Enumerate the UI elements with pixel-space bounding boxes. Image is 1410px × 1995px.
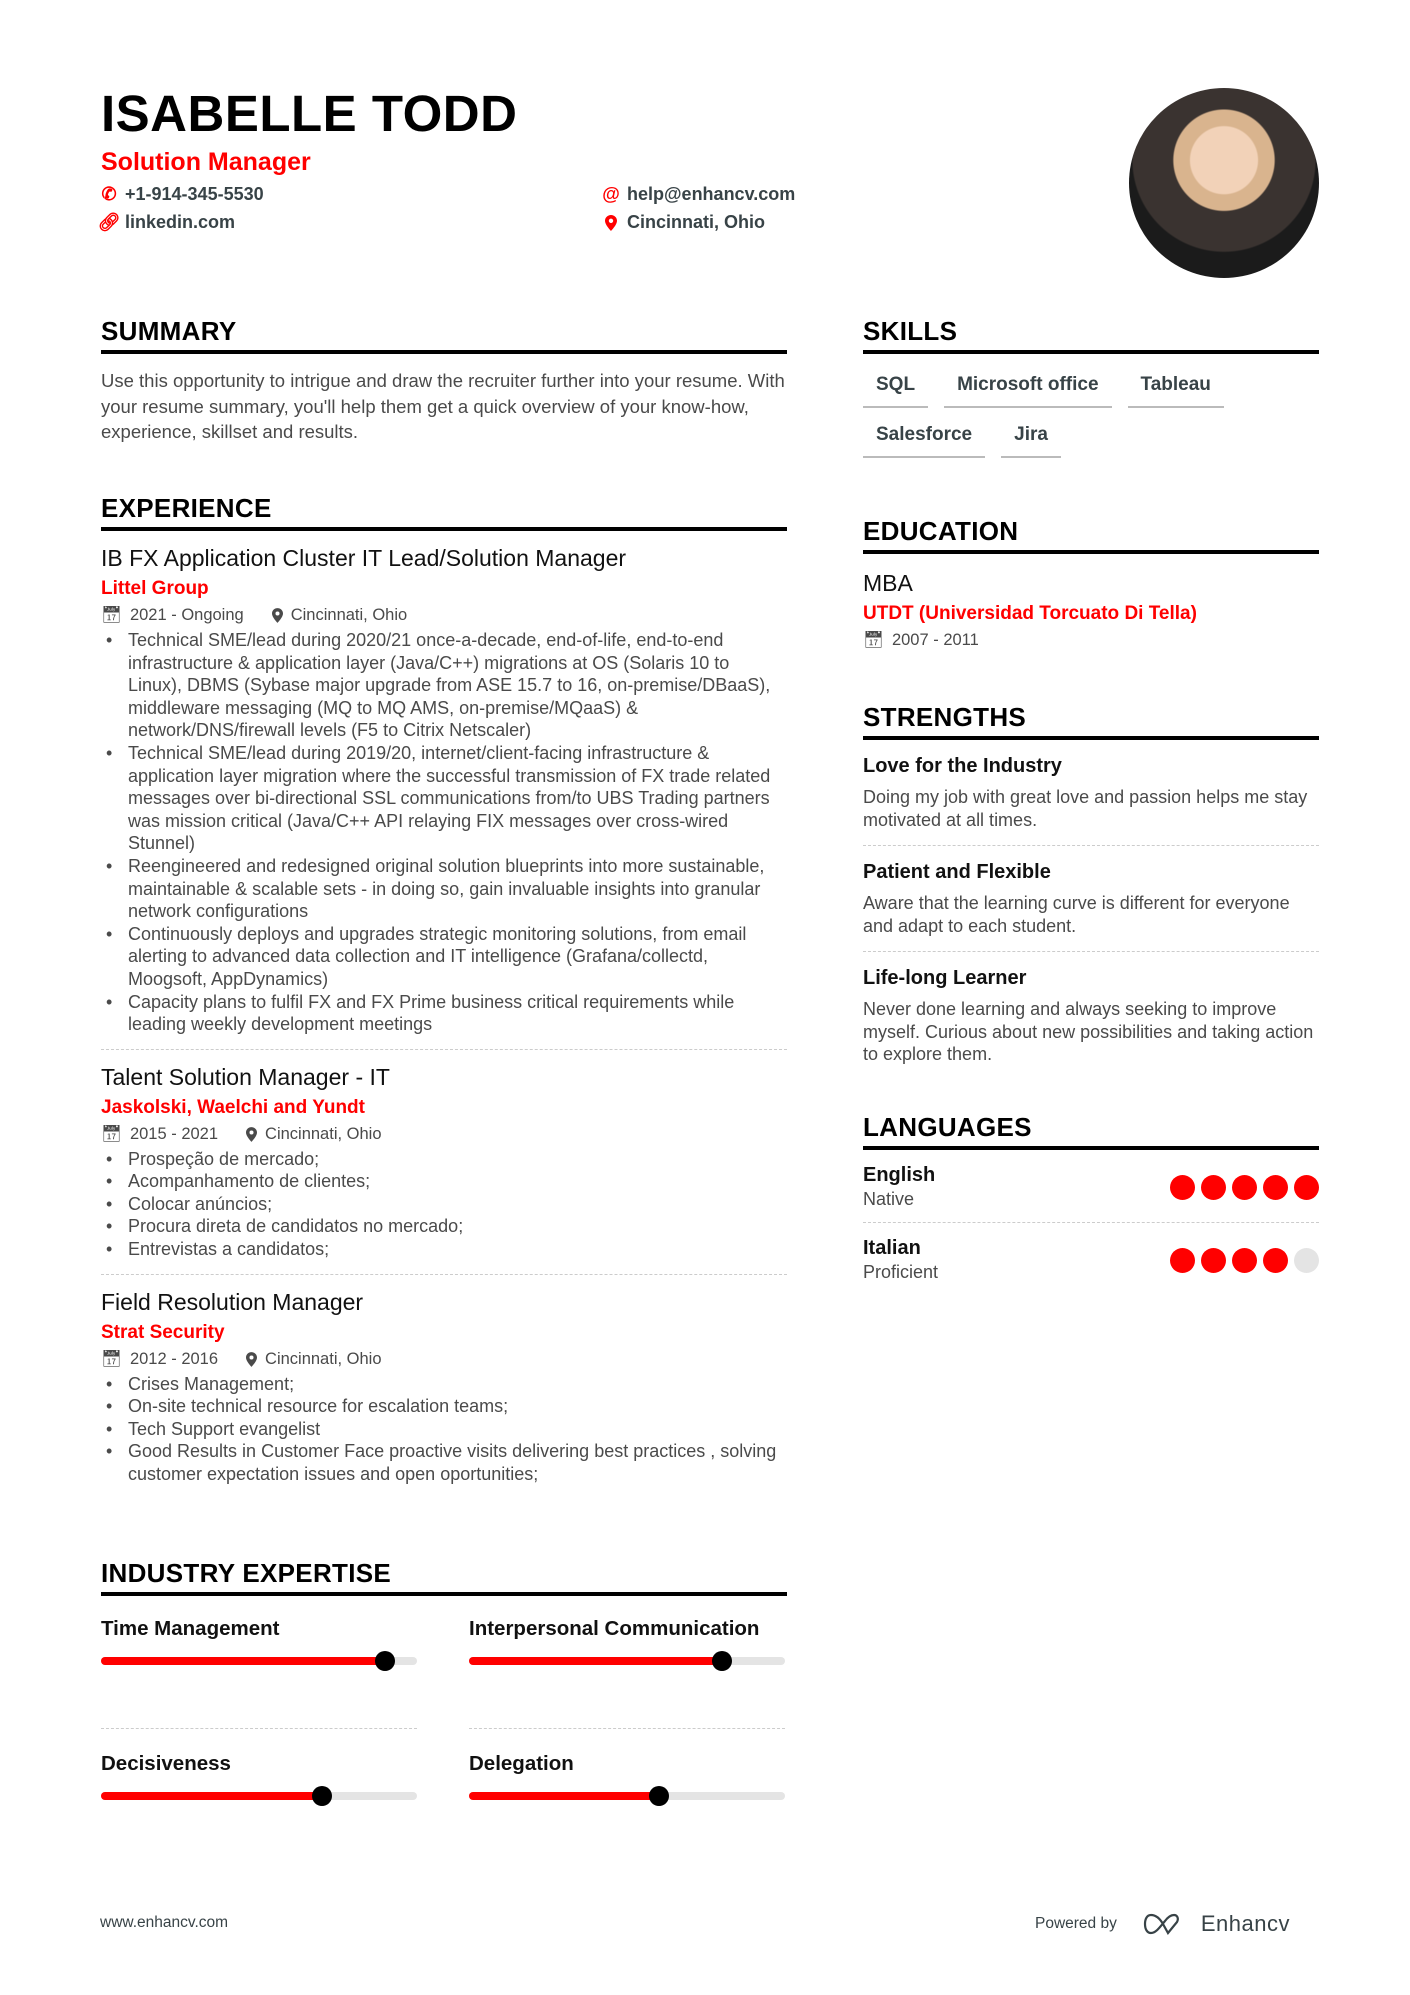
job-entry <box>101 1289 787 1486</box>
rating-dot <box>1294 1248 1319 1273</box>
rating-dot <box>1170 1175 1195 1200</box>
skill-tag: SQL <box>863 374 928 408</box>
calendar-icon: 📅︎ <box>101 1349 122 1368</box>
divider <box>101 1274 787 1275</box>
rating-dot <box>1232 1248 1257 1273</box>
expertise-level-bar <box>101 1657 417 1665</box>
skill-tag: Salesforce <box>863 424 985 458</box>
expertise-name: Delegation <box>469 1752 574 1775</box>
bullet-item: • Crises Management; <box>101 1373 787 1396</box>
location-pin-icon <box>272 608 283 623</box>
location-pin-icon <box>603 215 619 231</box>
expertise-item <box>469 1728 785 1846</box>
location-pin-icon <box>246 1127 257 1142</box>
bullet-item: • Acompanhamento de clientes; <box>101 1170 787 1193</box>
bullet-item: • Good Results in Customer Face proactive visits delivering best practices , solving customer expectation issues and open oportunities; <box>101 1440 787 1485</box>
skills-section <box>863 316 1319 458</box>
section-heading: SKILLS <box>863 316 1319 354</box>
rating-dot <box>1170 1248 1195 1273</box>
dates-text: 2021 - Ongoing <box>129 606 244 624</box>
calendar-icon: 📅︎ <box>863 631 884 649</box>
job-dates <box>101 1125 218 1144</box>
website[interactable] <box>97 212 236 233</box>
bullet-item: • Tech Support evangelist <box>101 1418 787 1441</box>
bullet-item: • Colocar anúncios; <box>101 1193 787 1216</box>
rating-dot <box>1294 1175 1319 1200</box>
dates-text: 2007 - 2011 <box>891 631 979 649</box>
job-bullets <box>101 629 787 1036</box>
strength-title: Love for the Industry <box>863 755 1062 777</box>
job-dates <box>101 1350 218 1369</box>
phone-icon: ✆ <box>101 184 117 204</box>
strength-text: Doing my job with great love and passion helps me stay motivated at all times. <box>863 787 1308 830</box>
enhancv-logo-icon <box>1143 1912 1189 1936</box>
expertise-item <box>101 1728 417 1846</box>
language-item <box>863 1150 1319 1223</box>
level-knob <box>312 1786 332 1806</box>
rating-dot <box>1201 1248 1226 1273</box>
location-text: Cincinnati, Ohio <box>265 1124 382 1143</box>
expertise-level-bar <box>101 1792 417 1800</box>
skill-tag: Microsoft office <box>944 374 1111 408</box>
bullet-item: • Entrevistas a candidatos; <box>101 1238 787 1261</box>
candidate-name: ISABELLE TODD <box>101 85 518 142</box>
strengths-section <box>863 702 1319 1080</box>
summary-section <box>101 316 787 445</box>
degree: MBA <box>863 570 913 596</box>
location-text: Cincinnati, Ohio <box>265 1349 382 1368</box>
section-heading: LANGUAGES <box>863 1112 1319 1150</box>
language-item <box>863 1223 1319 1295</box>
bullet-item: • Continuously deploys and upgrades strategic monitoring solutions, from email alerting to advanced data collection and IT intelligence (Grafana/collectd, Moogsoft, AppDynamics) <box>101 923 787 991</box>
job-title: Field Resolution Manager <box>101 1288 364 1315</box>
bullet-item: • On-site technical resource for escalation teams; <box>101 1395 787 1418</box>
level-fill <box>101 1792 322 1800</box>
summary-text: Use this opportunity to intrigue and draw the recruiter further into your resume. With your resume summary, you'll help them get a quick overview of your know-how, experience, skillset and results. <box>101 370 785 443</box>
experience-section <box>101 493 787 1486</box>
dates-text: 2012 - 2016 <box>129 1349 219 1368</box>
job-meta <box>101 606 787 625</box>
bullet-item: • Capacity plans to fulfil FX and FX Prime business critical requirements while leading weekly development meetings <box>101 991 787 1036</box>
calendar-icon: 📅︎ <box>101 606 122 624</box>
bullet-item: • Reengineered and redesigned original solution blueprints into more sustainable, maintainable & scalable sets - in doing so, gain invaluable insights into granular network configurations <box>101 855 787 923</box>
level-knob <box>649 1786 669 1806</box>
strength-title: Life-long Learner <box>863 967 1027 989</box>
language-rating <box>1170 1175 1319 1200</box>
language-name: Italian <box>863 1237 921 1259</box>
calendar-icon: 📅︎ <box>101 1124 122 1143</box>
job-title: Talent Solution Manager - IT <box>101 1063 390 1090</box>
company-name: Jaskolski, Waelchi and Yundt <box>101 1096 365 1118</box>
job-meta <box>101 1350 787 1369</box>
rating-dot <box>1201 1175 1226 1200</box>
at-icon: @ <box>602 184 620 204</box>
location-text: Cincinnati, Ohio <box>290 606 408 624</box>
email-text[interactable]: help@enhancv.com <box>627 184 796 204</box>
languages-section <box>863 1112 1319 1295</box>
section-heading: EDUCATION <box>863 516 1319 554</box>
industry-expertise-section <box>101 1558 787 1846</box>
job-location <box>246 1350 381 1369</box>
job-entry <box>101 1064 787 1275</box>
level-knob <box>712 1651 732 1671</box>
location-text: Cincinnati, Ohio <box>627 212 765 232</box>
divider <box>101 1049 787 1050</box>
bullet-item: • Technical SME/lead during 2019/20, internet/client-facing infrastructure & application layer migration where the successful transmission of FX trade related messages over bi-directional SSL communications from/to UBS Trading partners was mission critical (Java/C++ API relaying FIX messages over cross-wired Stunnel) <box>101 742 787 855</box>
job-title: IB FX Application Cluster IT Lead/Solution Manager <box>101 545 627 571</box>
strength-text: Never done learning and always seeking to improve myself. Curious about new possibilities and taking action to explore them. <box>863 999 1314 1064</box>
bullet-item: • Procura direta de candidatos no mercado; <box>101 1215 787 1238</box>
level-knob <box>375 1651 395 1671</box>
language-info <box>863 1164 935 1210</box>
section-heading: STRENGTHS <box>863 702 1319 740</box>
job-dates <box>101 606 244 625</box>
education-section <box>863 516 1319 650</box>
language-name: English <box>863 1164 936 1186</box>
skill-tag: Tableau <box>1128 374 1224 408</box>
education-dates <box>863 631 979 650</box>
expertise-name: Interpersonal Communication <box>469 1617 760 1640</box>
email[interactable] <box>603 184 795 205</box>
language-rating <box>1170 1248 1319 1273</box>
language-level: Proficient <box>863 1262 939 1282</box>
footer-website[interactable]: www.enhancv.com <box>100 1914 229 1931</box>
website-text[interactable]: linkedin.com <box>125 212 236 232</box>
level-fill <box>469 1657 722 1665</box>
footer-branding <box>1035 1911 1290 1937</box>
company-name: Littel Group <box>101 578 209 599</box>
job-entry <box>101 545 787 1050</box>
section-heading: EXPERIENCE <box>101 493 787 531</box>
phone <box>101 184 264 205</box>
job-location <box>246 1125 381 1144</box>
rating-dot <box>1263 1175 1288 1200</box>
school: UTDT (Universidad Torcuato Di Tella) <box>863 603 1197 624</box>
strength-text: Aware that the learning curve is different for everyone and adapt to each student. <box>863 893 1290 936</box>
strength-item <box>863 740 1319 846</box>
location <box>603 212 765 233</box>
expertise-level-bar <box>469 1792 785 1800</box>
phone-text: +1-914-345-5530 <box>125 184 264 204</box>
expertise-level-bar <box>469 1657 785 1665</box>
rating-dot <box>1263 1248 1288 1273</box>
expertise-item <box>101 1610 417 1728</box>
powered-by-text: Powered by <box>1035 1915 1117 1932</box>
language-info <box>863 1237 938 1283</box>
job-bullets <box>101 1373 787 1486</box>
expertise-name: Time Management <box>101 1617 280 1640</box>
strength-item <box>863 952 1319 1080</box>
bullet-item: • Technical SME/lead during 2020/21 once-a-decade, end-of-life, end-to-end infrastructure & application layer (Java/C++) migrations at OS (Solaris 10 to Linux), DBMS (Sybase major upgrade from ASE 15.7 to 16, on-premise/DBaaS), middleware messaging (MQ to MQ AMS, on-premise/MQaaS) & network/DNS/firewall levels (F5 to Citrix Netscaler) <box>101 629 787 742</box>
skill-tag: Jira <box>1001 424 1061 458</box>
language-level: Native <box>863 1189 915 1209</box>
expertise-name: Decisiveness <box>101 1752 231 1775</box>
job-bullets <box>101 1148 787 1261</box>
expertise-item <box>469 1610 785 1728</box>
level-fill <box>469 1792 659 1800</box>
strength-item <box>863 846 1319 952</box>
company-name: Strat Security <box>101 1321 225 1343</box>
profile-photo <box>1129 88 1319 278</box>
dates-text: 2015 - 2021 <box>129 1124 219 1143</box>
location-pin-icon <box>246 1352 257 1367</box>
strength-title: Patient and Flexible <box>863 861 1051 883</box>
candidate-title: Solution Manager <box>101 148 311 176</box>
section-heading: SUMMARY <box>101 316 787 354</box>
job-meta <box>101 1125 787 1144</box>
job-location <box>272 606 407 625</box>
brand-name: Enhancv <box>1200 1911 1290 1936</box>
link-icon: 🔗︎ <box>97 212 121 232</box>
rating-dot <box>1232 1175 1257 1200</box>
section-heading: INDUSTRY EXPERTISE <box>101 1558 787 1596</box>
level-fill <box>101 1657 385 1665</box>
bullet-item: • Prospeção de mercado; <box>101 1148 787 1171</box>
